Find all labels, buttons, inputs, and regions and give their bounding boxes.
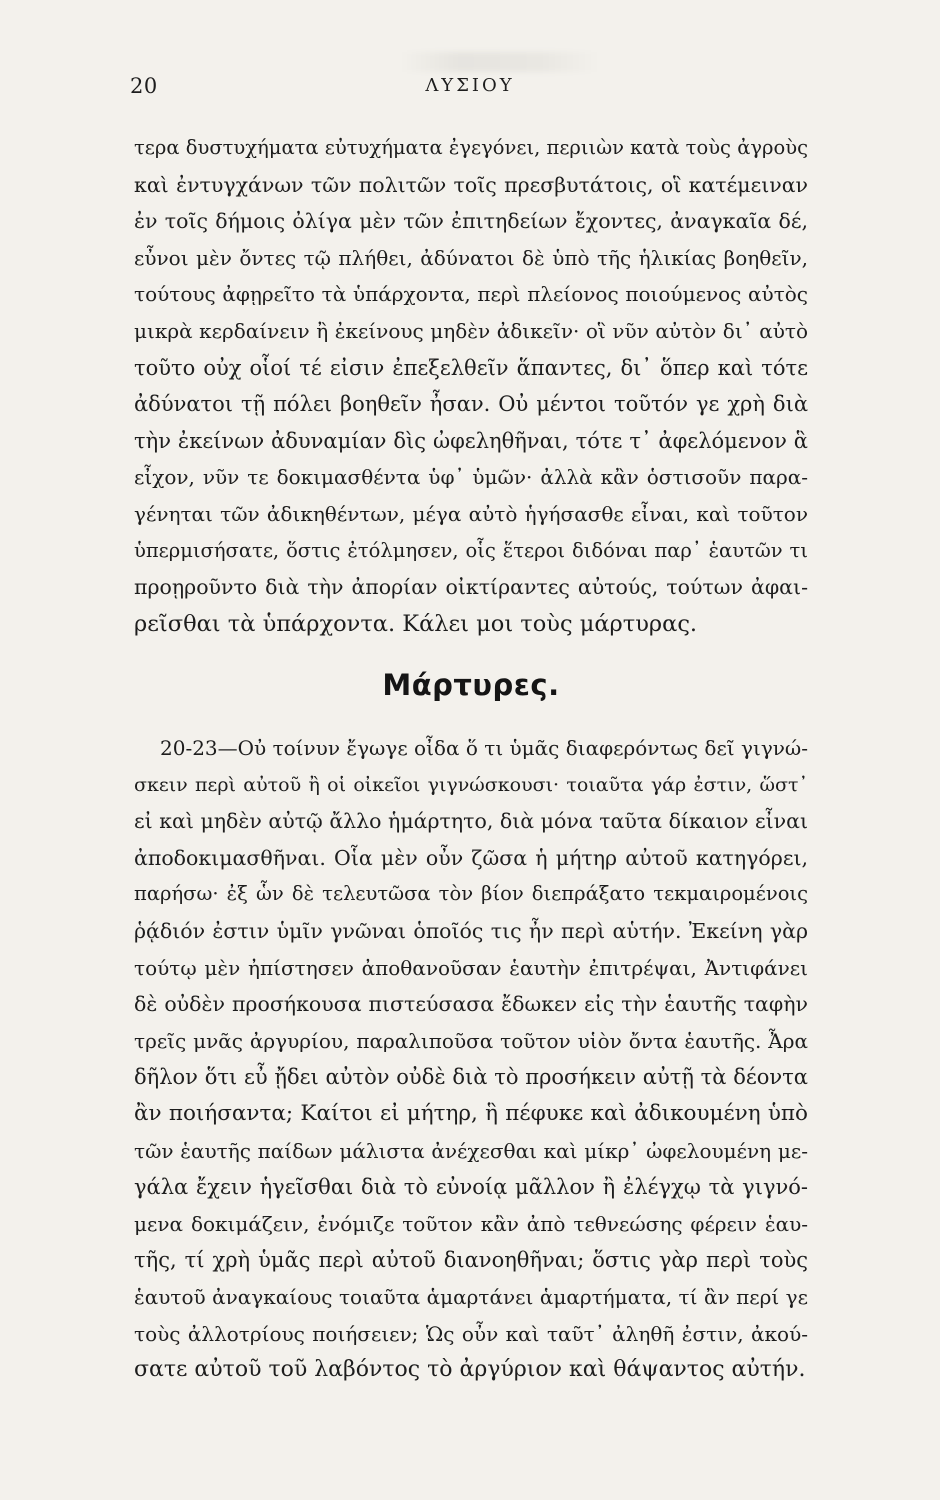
- text-line: τερα δυστυχήματα εὐτυχήματα ἐγεγόνει, περιιὼν κατὰ τοὺς ἀγροὺς: [134, 136, 808, 159]
- text-line: εἶχον, νῦν τε δοκιμασθέντα ὑφ᾽ ὑμῶν· ἀλλὰ κἂν ὁστισοῦν παρα-: [134, 465, 808, 490]
- running-head: [130, 74, 810, 104]
- text-line: ἀποδοκιμασθῆναι. Οἷα μὲν οὖν ζῶσα ἡ μήτηρ αὐτοῦ κατηγόρει,: [134, 845, 808, 870]
- text-line: σατε αὐτοῦ τοῦ λαβόντος τὸ ἀργύριον καὶ θάψαντος αὐτήν.: [134, 1357, 806, 1383]
- text-line: ἂν ποιήσαντα; Καίτοι εἰ μήτηρ, ἣ πέφυκε καὶ ἀδικουμένη ὑπὸ: [134, 1100, 808, 1126]
- text-line: τούτῳ μὲν ἠπίστησεν ἀποθανοῦσαν ἑαυτὴν ἐπιτρέψαι, Ἀντιφάνει: [134, 955, 808, 980]
- page-number: 20: [130, 74, 158, 98]
- text-line: τῶν ἑαυτῆς παίδων μάλιστα ἀνέχεσθαι καὶ μίκρ᾽ ὠφελουμένη με-: [134, 1138, 808, 1163]
- text-line: τούτους ἀφῃρεῖτο τὰ ὑπάρχοντα, περὶ πλείονος ποιούμενος αὐτὸς: [134, 282, 808, 307]
- text-line: τρεῖς μνᾶς ἀργυρίου, παραλιποῦσα τοῦτον υἱὸν ὄντα ἑαυτῆς. Ἆρα: [134, 1028, 808, 1053]
- text-line: δῆλον ὅτι εὖ ᾔδει αὐτὸν οὐδὲ διὰ τὸ προσήκειν αὐτῇ τὰ δέοντα: [134, 1065, 808, 1090]
- text-line: παρήσω· ἐξ ὧν δὲ τελευτῶσα τὸν βίον διεπράξατο τεκμαιρομένοις: [134, 882, 808, 906]
- text-line: μενα δοκιμάζειν, ἐνόμιζε τοῦτον κἂν ἀπὸ τεθνεώσης φέρειν ἑαυ-: [134, 1211, 808, 1236]
- text-line: ῥᾴδιόν ἐστιν ὑμῖν γνῶναι ὁποῖός τις ἦν περὶ αὑτήν. Ἐκείνη γὰρ: [134, 918, 808, 943]
- text-line: γάλα ἔχειν ἡγεῖσθαι διὰ τὸ εὐνοίᾳ μᾶλλον ἢ ἐλέγχῳ τὰ γιγνό-: [134, 1175, 808, 1200]
- show-through-smudge: [400, 52, 600, 72]
- text-line: τοὺς ἀλλοτρίους ποιήσειεν; Ὡς οὖν καὶ ταῦτ᾽ ἀληθῆ ἐστιν, ἀκού-: [134, 1321, 808, 1346]
- text-line: ὑπερμισήσατε, ὅστις ἐτόλμησεν, οἷς ἕτεροι διδόναι παρ᾽ ἑαυτῶν τι: [134, 538, 808, 562]
- section-heading: Μάρτυρες.: [382, 668, 560, 702]
- text-line: μικρὰ κερδαίνειν ἢ ἐκείνους μηδὲν ἀδικεῖν· οἳ νῦν αὐτὸν δι᾽ αὐτὸ: [134, 318, 808, 343]
- paragraph-two: [134, 730, 808, 1389]
- running-title: ΛΥΣΙΟΥ: [425, 75, 515, 96]
- text-line: ἑαυτοῦ ἀναγκαίους τοιαῦτα ἁμαρτάνει ἁμαρτήματα, τί ἂν περί γε: [134, 1284, 808, 1309]
- text-line: τοῦτο οὐχ οἷοί τέ εἰσιν ἐπεξελθεῖν ἅπαντες, δι᾽ ὅπερ καὶ τότε: [134, 355, 808, 380]
- text-line: ἀδύνατοι τῇ πόλει βοηθεῖν ἦσαν. Οὐ μέντοι τοῦτόν γε χρὴ διὰ: [134, 392, 808, 417]
- text-line: τῆς, τί χρὴ ὑμᾶς περὶ αὐτοῦ διανοηθῆναι; ὅστις γὰρ περὶ τοὺς: [134, 1248, 808, 1273]
- text-line: εὖνοι μὲν ὄντες τῷ πλήθει, ἀδύνατοι δὲ ὑπὸ τῆς ἡλικίας βοηθεῖν,: [134, 245, 808, 270]
- text-line: προῃροῦντο διὰ τὴν ἀπορίαν οἰκτίραντες αὐτούς, τούτων ἀφαι-: [134, 575, 808, 600]
- text-line: δὲ οὐδὲν προσήκουσα πιστεύσασα ἔδωκεν εἰς τὴν ἑαυτῆς ταφὴν: [134, 992, 808, 1017]
- text-line: ρεῖσθαι τὰ ὑπάρχοντα. Κάλει μοι τοὺς μάρτυρας.: [134, 610, 698, 637]
- text-line: σκειν περὶ αὐτοῦ ἢ οἱ οἰκεῖοι γιγνώσκουσι· τοιαῦτα γάρ ἐστιν, ὥστ᾽: [134, 773, 808, 796]
- paragraph-one: [134, 130, 808, 642]
- text-line: γένηται τῶν ἀδικηθέντων, μέγα αὐτὸ ἡγήσασθε εἶναι, καὶ τοῦτον: [134, 501, 808, 526]
- text-line: τὴν ἐκείνων ἀδυναμίαν δὶς ὠφεληθῆναι, τότε τ᾽ ἀφελόμενον ἃ: [134, 428, 808, 453]
- text-line: καὶ ἐντυγχάνων τῶν πολιτῶν τοῖς πρεσβυτάτοις, οἳ κατέμειναν: [134, 172, 808, 197]
- text-line: ἐν τοῖς δήμοις ὀλίγα μὲν τῶν ἐπιτηδείων ἔχοντες, ἀναγκαῖα δέ,: [134, 209, 808, 234]
- text-line: εἰ καὶ μηδὲν αὐτῷ ἄλλο ἡμάρτητο, διὰ μόνα ταῦτα δίκαιον εἶναι: [134, 809, 808, 834]
- text-line: 20-23—Οὐ τοίνυν ἔγωγε οἶδα ὅ τι ὑμᾶς διαφερόντως δεῖ γιγνώ-: [160, 736, 808, 760]
